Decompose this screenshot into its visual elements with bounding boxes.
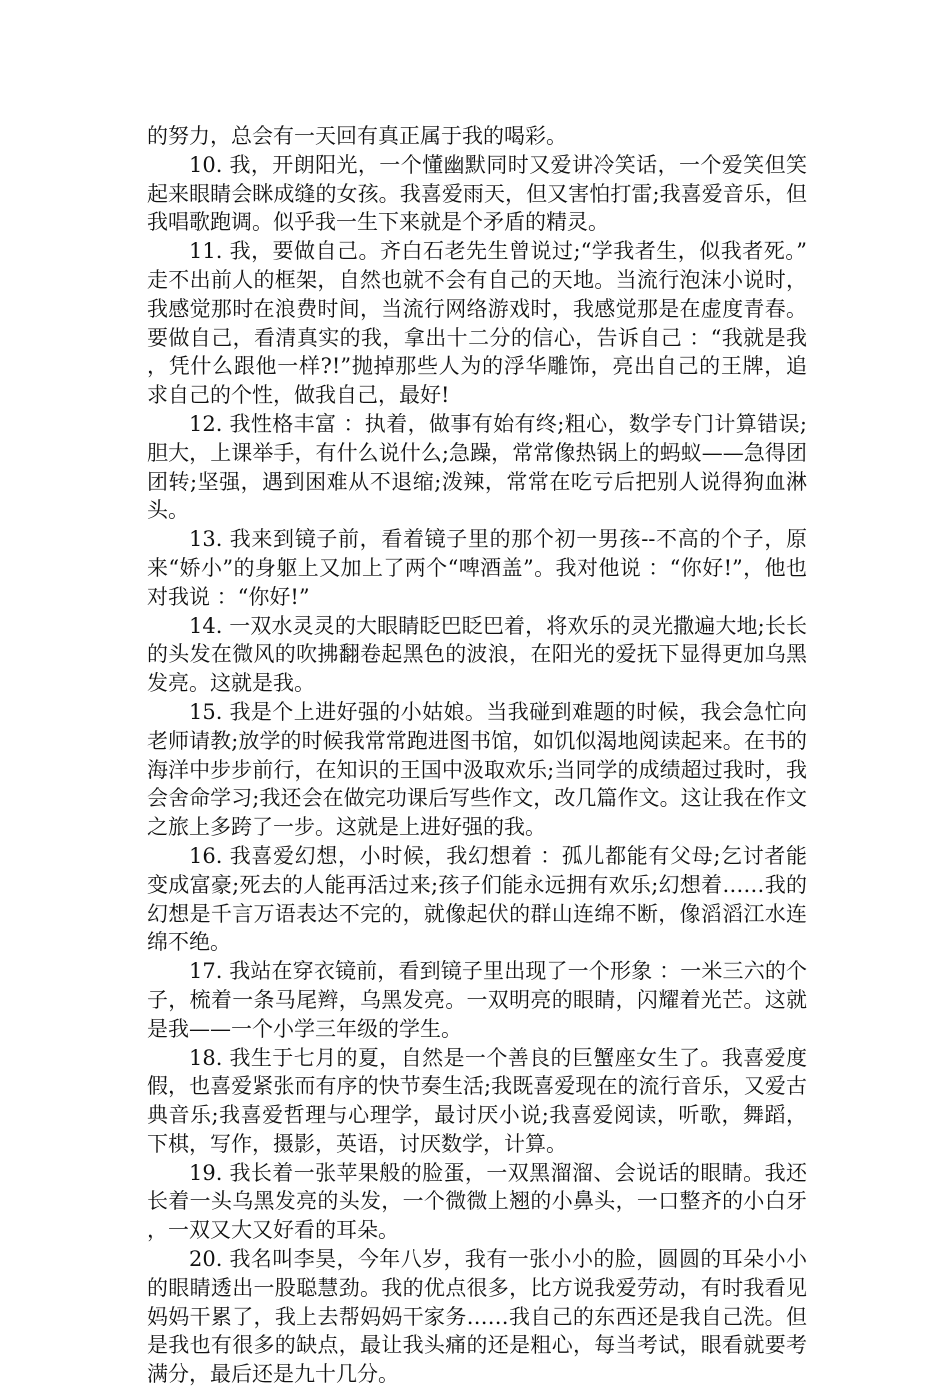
paragraph-item-15: 15. 我是个上进好强的小姑娘。当我碰到难题的时候，我会急忙向老师请教;放学的时候我常常跑进图书馆，如饥似渴地阅读起来。在书的海洋中步步前行，在知识的王国中汲取欢乐;当同学的成绩超过我时，我会舍命学习;我还会在做完功课后写些作文，改几篇作文。这让我在作文之旅上多跨了一步。这就是上进好强的我。 [147,699,807,840]
document-body [147,122,807,1389]
paragraph-item-17: 17. 我站在穿衣镜前，看到镜子里出现了一个形象 ：一米三六的个子，梳着一条马尾辫，乌黑发亮。一双明亮的眼睛，闪耀着光芒。这就是我——一个小学三年级的学生。 [147,959,807,1041]
paragraph-item-14: 14. 一双水灵灵的大眼睛眨巴眨巴着，将欢乐的灵光撒遍大地;长长的头发在微风的吹拂翻卷起黑色的波浪，在阳光的爱抚下显得更加乌黑发亮。这就是我。 [147,613,807,696]
paragraph-continuation: 的努力，总会有一天回有真正属于我的喝彩。 [147,124,567,148]
paragraph-item-13: 13. 我来到镜子前，看着镜子里的那个初一男孩--不高的个子，原来“娇小”的身躯上又加上了两个“啤酒盖”。我对他说 ：“你好!”，他也对我说 ：“你好!” [147,527,807,609]
paragraph-item-16: 16. 我喜爱幻想，小时候，我幻想着 ：孤儿都能有父母;乞讨者能变成富豪;死去的人能再活过来;孩子们能永远拥有欢乐;幻想着……我的幻想是千言万语表达不完的，就像起伏的群山连绵不断，像滔滔江水连绵不绝。 [147,843,807,955]
paragraph-item-12: 12. 我性格丰富 ：执着，做事有始有终;粗心，数学专门计算错误;胆大，上课举手，有什么说什么;急躁，常常像热锅上的蚂蚁——急得团团转;坚强，遇到困难从不退缩;泼辣，常常在吃亏后把别人说得狗血淋头。 [147,411,807,523]
paragraph-item-10: 10. 我，开朗阳光，一个懂幽默同时又爱讲冷笑话，一个爱笑但笑起来眼睛会眯成缝的女孩。我喜爱雨天，但又害怕打雷;我喜爱音乐，但我唱歌跑调。似乎我一生下来就是个矛盾的精灵。 [147,152,807,235]
paragraph-item-19: 19. 我长着一张苹果般的脸蛋，一双黑溜溜、会说话的眼睛。我还长着一头乌黑发亮的头发，一个微微上翘的小鼻头，一口整齐的小白牙，一双又大又好看的耳朵。 [147,1160,807,1243]
paragraph-item-18: 18. 我生于七月的夏，自然是一个善良的巨蟹座女生了。我喜爱度假，也喜爱紧张而有序的快节奏生活;我既喜爱现在的流行音乐，又爱古典音乐;我喜爱哲理与心理学，最讨厌小说;我喜爱阅读，听歌，舞蹈，下棋，写作，摄影，英语，讨厌数学，计算。 [147,1045,807,1156]
paragraph-item-11: 11. 我，要做自己。齐白石老先生曾说过;“学我者生，似我者死。”走不出前人的框架，自然也就不会有自己的天地。当流行泡沫小说时，我感觉那时在浪费时间，当流行网络游戏时，我感觉那是在虚度青春。要做自己，看清真实的我，拿出十二分的信心，告诉自己 ：“我就是我，凭什么跟他一样?!”抛掉那些人为的浮华雕饰，亮出自己的王牌，追求自己的个性，做我自己，最好! [147,239,807,408]
paragraph-item-20: 20. 我名叫李昊，今年八岁，我有一张小小的脸，圆圆的耳朵小小的眼睛透出一股聪慧劲。我的优点很多，比方说我爱劳动，有时我看见妈妈干累了，我上去帮妈妈干家务……我自己的东西还是我自己洗。但是我也有很多的缺点，最让我头痛的还是粗心，每当考试，眼看就要考满分，最后还是九十几分。 [147,1247,807,1387]
